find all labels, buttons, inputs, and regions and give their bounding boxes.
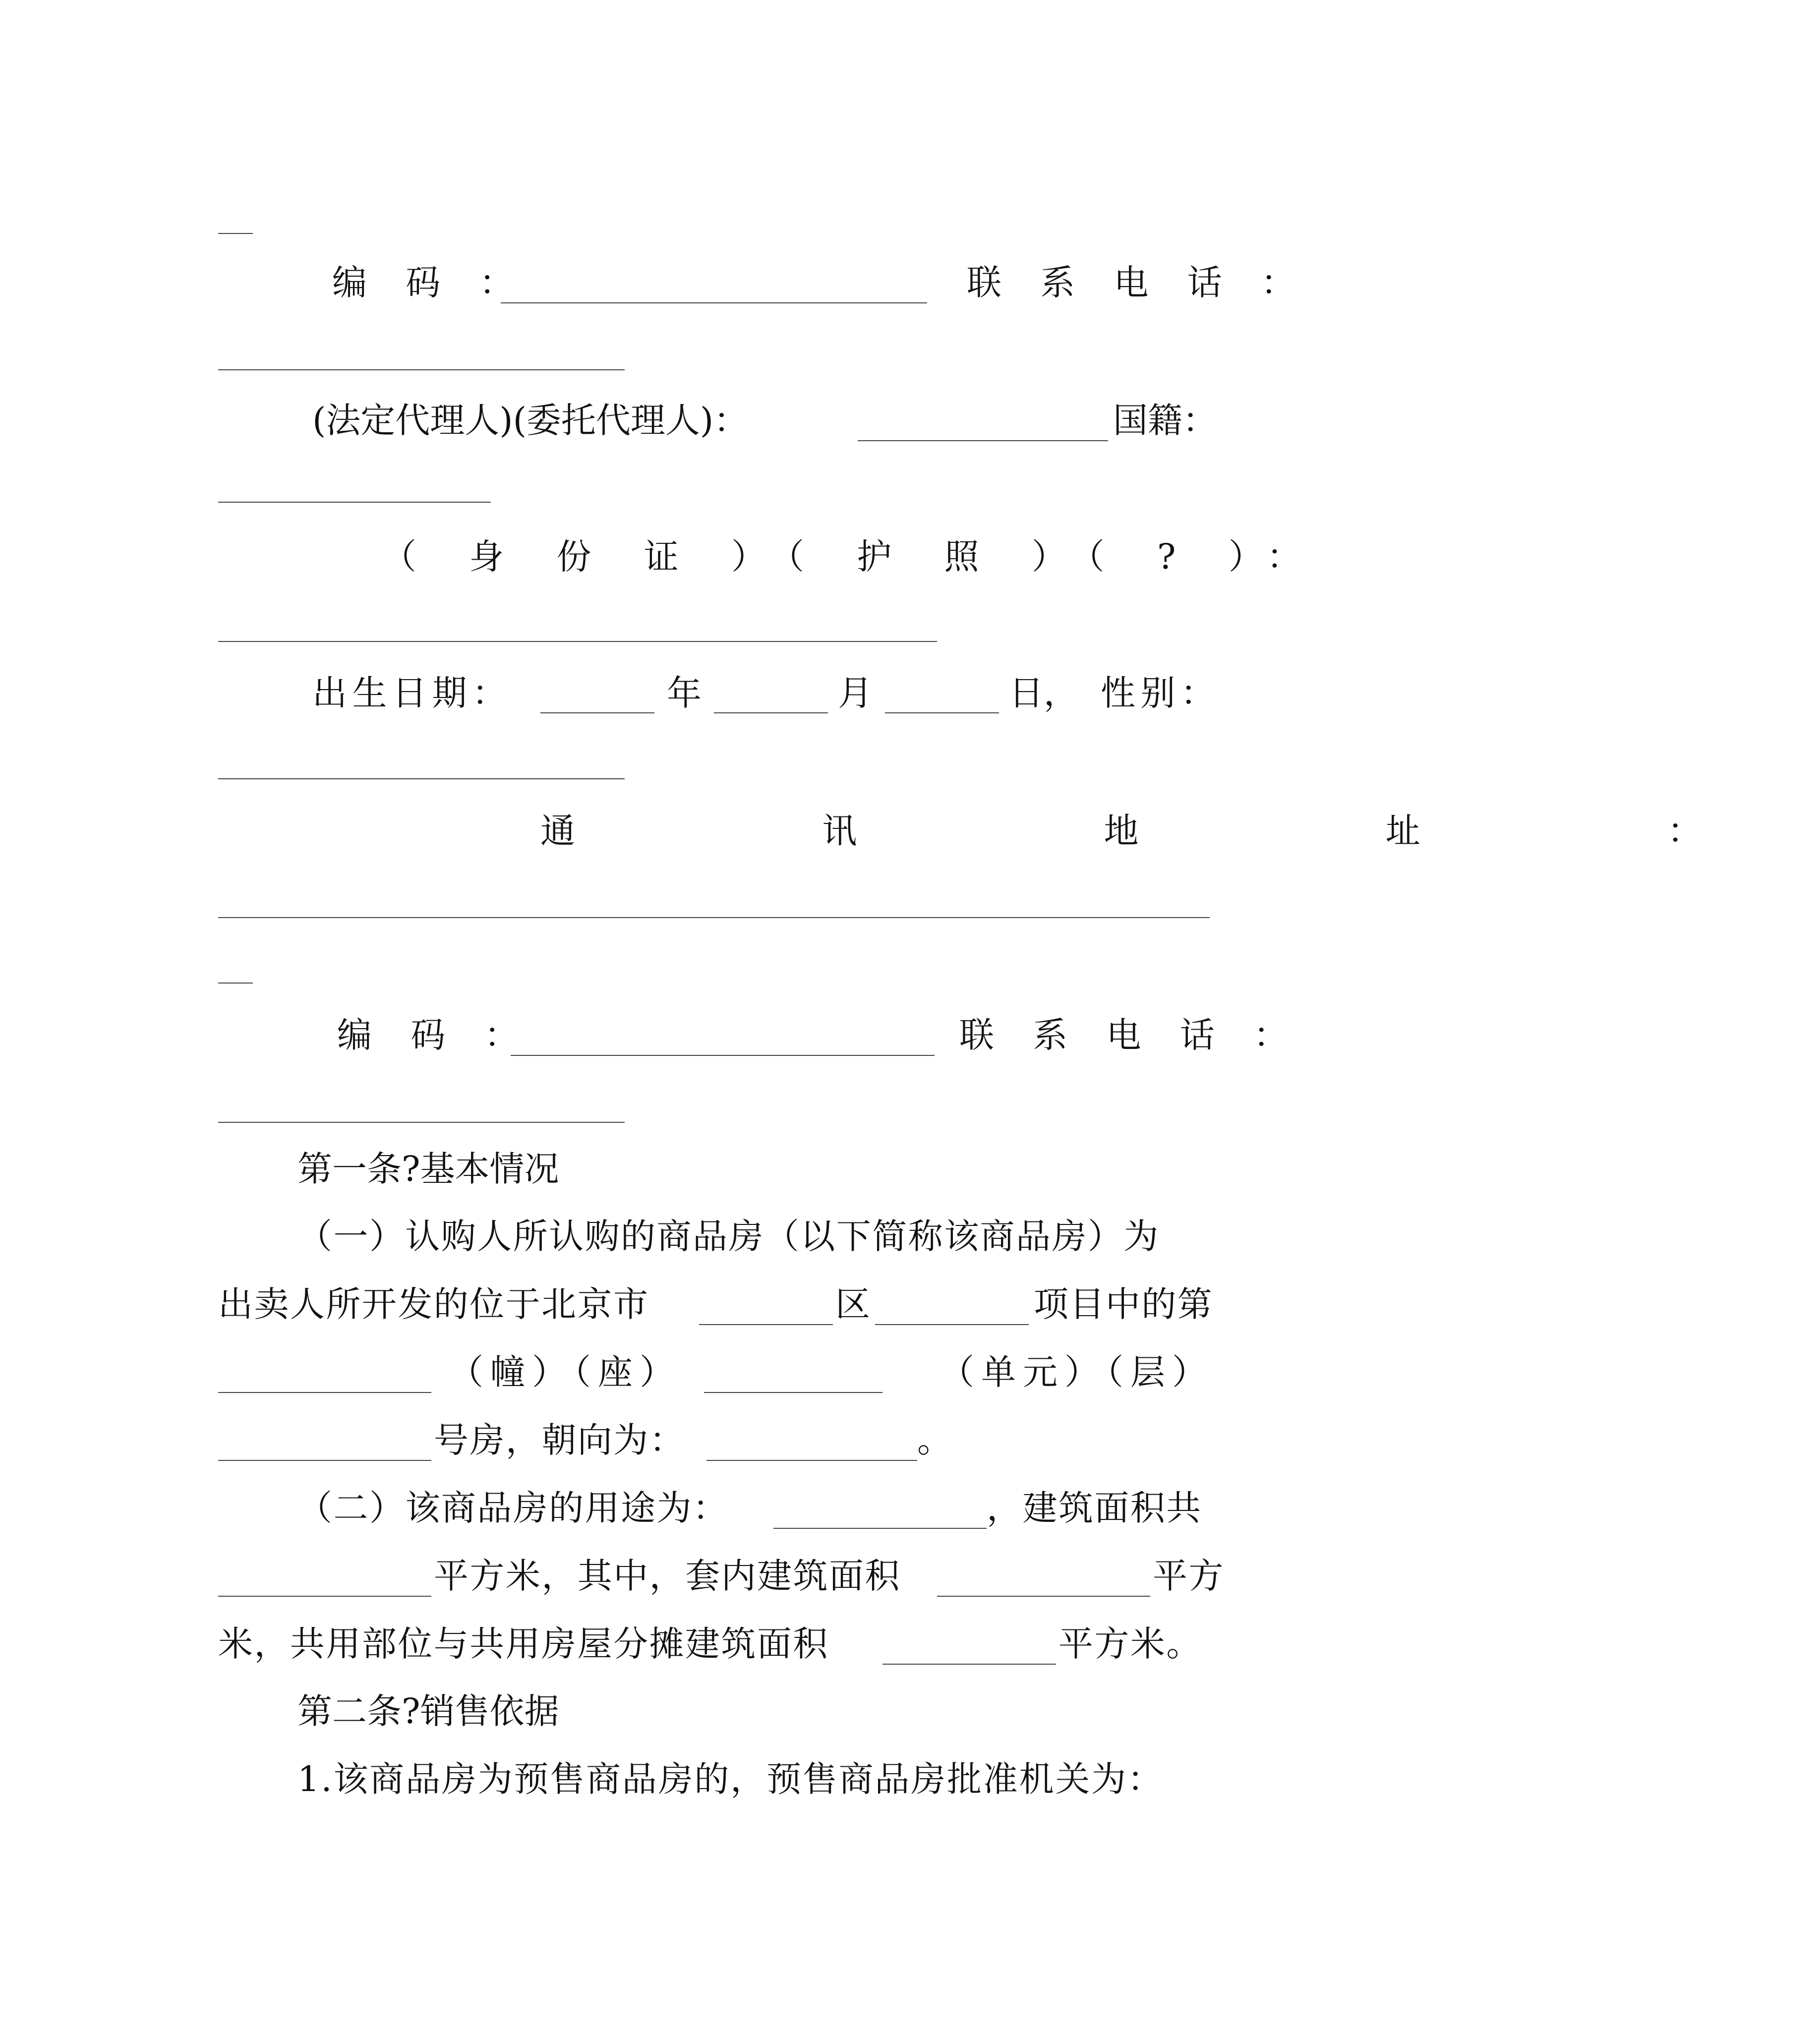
address-label: 通 讯 地 址 ： [540, 811, 1820, 851]
building-blank[interactable] [218, 1392, 431, 1393]
id-label: （ 身 份 证 ）（ 护 照 ）（ ? ）： [382, 536, 1322, 577]
article-1-para-1-line-4b: 。 [917, 1420, 952, 1460]
year-label: 年 [667, 673, 702, 713]
code-label-2: 编 码 ： [337, 1015, 533, 1055]
month-label: 月 [838, 673, 873, 713]
article-1-para-2-line-2b: 平方 [1153, 1556, 1225, 1596]
article-1-para-1-line-4a: 号房，朝向为： [434, 1420, 686, 1460]
birth-label: 出生日期： [312, 673, 512, 713]
code-label: 编 码 ： [332, 262, 528, 303]
gender-blank[interactable] [218, 778, 625, 779]
article-1-para-1-line-2b: 区 [835, 1284, 870, 1325]
nationality-blank[interactable] [218, 502, 491, 503]
project-blank[interactable] [875, 1324, 1029, 1325]
gender-label: 性别： [1101, 673, 1221, 713]
district-blank[interactable] [699, 1324, 833, 1325]
phone-blank[interactable] [218, 369, 625, 370]
article-1-para-2-line-1b: ，建筑面积共 [987, 1488, 1202, 1528]
orientation-blank[interactable] [706, 1460, 917, 1461]
article-1-para-1-line-2c: 项目中的第 [1034, 1284, 1214, 1325]
article-1-para-2-line-2a: 平方米，其中，套内建筑面积 [434, 1556, 901, 1596]
day-label: 日， [1009, 673, 1078, 713]
article-1-para-1-line-2a: 出卖人所开发的位于北京市 [218, 1284, 649, 1325]
agent-blank[interactable] [858, 440, 1108, 441]
unit-blank[interactable] [704, 1392, 882, 1393]
blank-line [218, 233, 253, 234]
article-1-para-1-line-3b: （单元）（层） [939, 1352, 1214, 1392]
article-2-heading: 第二条?销售依据 [297, 1691, 559, 1732]
code-blank[interactable] [501, 302, 927, 303]
article-1-para-1-line-1: （一）认购人所认购的商品房（以下简称该商品房）为 [297, 1216, 1160, 1257]
birth-month-blank[interactable] [714, 712, 828, 713]
nationality-label: 国籍： [1113, 400, 1217, 441]
article-1-para-1-line-3a: （幢）（座） [449, 1352, 681, 1392]
phone-label: 联 系 电 话 ： [967, 262, 1310, 303]
address-blank-continued[interactable] [218, 983, 253, 984]
inner-area-blank[interactable] [937, 1596, 1150, 1597]
id-blank[interactable] [218, 641, 937, 642]
phone-blank-2[interactable] [218, 1122, 625, 1123]
birth-year-blank[interactable] [540, 712, 654, 713]
article-1-para-2-line-3b: 平方米。 [1058, 1623, 1202, 1664]
birth-day-blank[interactable] [885, 712, 999, 713]
usage-blank[interactable] [773, 1528, 987, 1529]
phone-label-2: 联 系 电 话 ： [959, 1015, 1302, 1055]
article-1-para-2-line-1a: （二）该商品房的用途为： [297, 1488, 729, 1528]
shared-area-blank[interactable] [882, 1664, 1056, 1665]
code-blank-2[interactable] [511, 1055, 935, 1056]
room-number-blank[interactable] [218, 1460, 431, 1461]
address-blank[interactable] [218, 917, 1210, 918]
article-1-para-2-line-3a: 米，共用部位与共用房屋分摊建筑面积 [218, 1623, 829, 1664]
article-2-item-1: 1.该商品房为预售商品房的，预售商品房批准机关为： [297, 1759, 1164, 1799]
article-1-heading: 第一条?基本情况 [297, 1149, 559, 1189]
agent-label: (法定代理人)(委托代理人)： [312, 400, 749, 441]
total-area-blank[interactable] [218, 1596, 431, 1597]
